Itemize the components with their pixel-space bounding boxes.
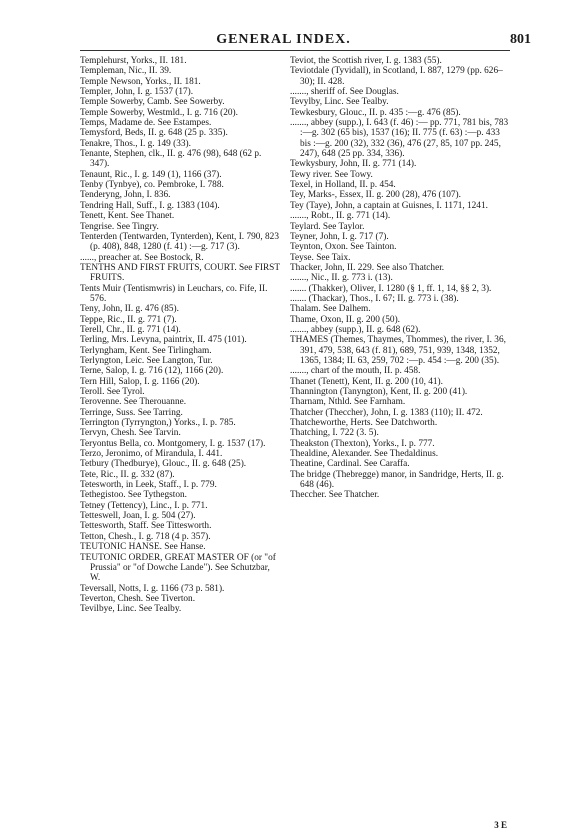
index-entry: Temple Newson, Yorks., II. 181. [80, 76, 201, 87]
index-entry: TENTHS AND FIRST FRUITS, COURT. See FIRST FRUITS. [80, 262, 280, 284]
index-entry: Tenett, Kent. See Thanet. [80, 211, 175, 222]
index-entry: Thatcher (Theccher), John, I. g. 1383 (110); II. 472. [290, 407, 483, 418]
index-entry: Tharnam, Nthld. See Farnham. [290, 397, 406, 408]
index-entry: Tewy river. See Towy. [290, 169, 373, 180]
index-entry: Theakston (Thexton), Yorks., I. p. 777. [290, 438, 435, 449]
index-entry: Tewkysbury, John, II. g. 771 (14). [290, 159, 417, 170]
index-entry: ......., abbey (supp.), II. g. 648 (62). [290, 324, 421, 335]
index-entry: Terlyngham, Kent. See Tirlingham. [80, 345, 212, 356]
index-entry: Tete, Ric., II. g. 332 (87). [80, 469, 175, 480]
index-entry: TEUTONIC ORDER, GREAT MASTER OF (or "of Prussia" or "of Dowche Lande"). See Schutzbar, W. [80, 552, 276, 584]
index-entry: Teynton, Oxon. See Tainton. [290, 242, 397, 253]
index-entry: Tethegistoo. See Tythegston. [80, 490, 187, 501]
index-entry: Thannington (Tanyngton), Kent, II. g. 200 (41). [290, 387, 468, 397]
index-entry: ......., sheriff of. See Douglas. [290, 87, 399, 98]
index-entry: Teroll. See Tyrol. [80, 387, 145, 397]
index-entry: ......., abbey (supp.), I. 643 (f. 46) :— pp. 771, 781 bis, 783 :—g. 302 (65 bis), 1537 (16); II. 775 (f. 63) :—p. 433 bis :—g. 200 (32), 332 (36), 476 (27, 85, 107 pp. 245, 247), 648 (25 pp. 334, 336). [290, 118, 509, 160]
index-entry: Tern Hill, Salop, I. g. 1166 (20). [80, 376, 200, 387]
index-entry: Theatine, Cardinal. See Caraffa. [290, 459, 410, 470]
running-title: GENERAL INDEX. [216, 32, 351, 47]
index-entry: ....... (Thackar), Thos., I. 67; II. g. 773 i. (38). [290, 293, 459, 304]
index-entry: ....... (Thakker), Oliver, I. 1280 (§ 1, ff. 1, 14, §§ 2, 3). [290, 283, 492, 294]
index-entry: Tey, Marks-, Essex, II. g. 200 (28), 476 (107). [290, 190, 461, 201]
index-entry: ......., Nic., II. g. 773 i. (13). [290, 273, 393, 284]
index-entry: Teylard. See Taylor. [290, 221, 365, 232]
index-entry: Temple Sowerby, Camb. See Sowerby. [80, 97, 225, 108]
index-entry: Teverton, Chesh. See Tiverton. [80, 593, 196, 604]
index-entry: Terringe, Suss. See Tarring. [80, 407, 183, 418]
index-entry: Tenante, Stephen, clk., II. g. 476 (98), 648 (62 p. 347). [80, 149, 262, 170]
index-entry: Terzo, Jeronimo, of Mirandula, I. 441. [80, 449, 223, 460]
index-entry: Tenderyng, John, I. 836. [80, 190, 171, 201]
index-entry: Thatcheworthe, Herts. See Datchworth. [290, 418, 438, 429]
index-entry: Terell, Chr., II. g. 771 (14). [80, 324, 181, 335]
index-entry: Tetney (Tettency), Linc., I. p. 771. [80, 500, 208, 511]
index-entry: Teryontus Bella, co. Montgomery, I. g. 1537 (17). [80, 438, 266, 449]
index-entry: Templehurst, Yorks., II. 181. [80, 56, 187, 66]
index-entry: Teny, John, II. g. 476 (85). [80, 304, 179, 315]
index-entry: Teviot, the Scottish river, I. g. 1383 (55). [290, 56, 442, 66]
signature-mark: 3 E [494, 820, 507, 830]
header-rule [80, 50, 510, 51]
index-entry: Teversall, Notts, I. g. 1166 (73 p. 581). [80, 583, 225, 594]
index-entry: THAMES (Themes, Thaymes, Thommes), the river, I. 36, 391, 479, 538, 643 (f. 81), 689, 751, 939, 1348, 1352, 1365, 1384; II. 63, 259, 702 :—p. 454 :—g. 200 (35). [290, 335, 506, 366]
index-entry: Tervyn, Chesh. See Tarvin. [80, 428, 181, 439]
index-entry: Tey (Taye), John, a captain at Guisnes, I. 1171, 1241. [290, 200, 488, 211]
index-entry: Templer, John, I. g. 1537 (17). [80, 87, 194, 98]
index-entry: Tetton, Chesh., I. g. 718 (4 p. 357). [80, 531, 211, 542]
index-entry: Tetesworth, in Leek, Staff., I. p. 779. [80, 480, 217, 491]
index-entry: Terling, Mrs. Levyna, paintrix, II. 475 (101). [80, 335, 247, 346]
index-entry: Tetbury (Thedburye), Glouc., II. g. 648 (25). [80, 459, 247, 470]
index-entry: Terrington (Tyrryngton,) Yorks., I. p. 785. [80, 418, 236, 429]
index-entry: Temps, Madame de. See Estampes. [80, 118, 212, 129]
index-entry: Thalam. See Dalhem. [290, 304, 371, 315]
index-entry: Terne, Salop, I. g. 716 (12), 1166 (20). [80, 366, 224, 377]
index-entry: Teyse. See Taix. [290, 252, 351, 263]
page-number: 801 [510, 32, 531, 47]
index-entry: ......., Robt., II. g. 771 (14). [290, 211, 391, 222]
index-entry: Tendring Hall, Suff., I. g. 1383 (104). [80, 200, 220, 211]
index-entry: Templeman, Nic., II. 39. [80, 66, 172, 77]
index-entry: Teyner, John, I. g. 717 (7). [290, 231, 389, 242]
index-entry: Theccher. See Thatcher. [290, 490, 380, 501]
index-entry: Thanet (Tenett), Kent, II. g. 200 (10, 41). [290, 376, 443, 387]
index-entry: Temple Sowerby, Westmld., I. g. 716 (20). [80, 107, 238, 118]
index-entry: ......., chart of the mouth, II. p. 458. [290, 366, 421, 377]
index-entry: Tenaunt, Ric., I. g. 149 (1), 1166 (37). [80, 169, 222, 180]
index-entry: The bridge (Thebregge) manor, in Sandridge, Herts, II. g. 648 (46). [290, 469, 504, 491]
index-entry: Teppe, Ric., II. g. 771 (7). [80, 314, 177, 325]
index-column-left [80, 56, 280, 615]
index-entry: Tents Muir (Tentismwris) in Leuchars, co. Fife, II. 576. [80, 283, 268, 304]
index-entry: Texel, in Holland, II. p. 454. [290, 180, 396, 191]
index-entry: Tevilbye, Linc. See Tealby. [80, 604, 182, 615]
index-entry: Tengrise. See Tingry. [80, 221, 159, 232]
index-entry: Terovenne. See Therouanne. [80, 397, 187, 408]
index-entry: Tenby (Tynbye), co. Pembroke, I. 788. [80, 180, 224, 191]
index-entry: ......, preacher at. See Bostock, R. [80, 252, 204, 263]
index-entry: Tewkesbury, Glouc., II. p. 435 :—g. 476 (85). [290, 107, 461, 118]
index-column-right [290, 56, 510, 501]
page-header [0, 32, 567, 52]
index-entry: Thatching, I. 722 (3. 5). [290, 428, 379, 439]
index-entry: Tenakre, Thos., I. g. 149 (33). [80, 138, 191, 149]
index-entry: Thealdine, Alexander. See Thedaldinus. [290, 449, 439, 460]
index-entry: Tenterden (Tentwarden, Tynterden), Kent, I. 790, 823 (p. 408), 848, 1280 (f. 41) :—g. 717 (3). [80, 231, 279, 253]
index-entry: TEUTONIC HANSE. See Hanse. [80, 542, 206, 553]
index-entry: Teviotdale (Tyvidall), in Scotland, I. 887, 1279 (pp. 626–30); II. 428. [290, 66, 503, 87]
index-entry: Tevylby, Linc. See Tealby. [290, 97, 389, 108]
index-entry: Thame, Oxon, II. g. 200 (50). [290, 314, 400, 325]
index-entry: Thacker, John, II. 229. See also Thatcher. [290, 262, 445, 273]
index-entry: Terlyngton, Leic. See Langton, Tur. [80, 355, 213, 366]
index-entry: Temysford, Beds, II. g. 648 (25 p. 335). [80, 128, 228, 139]
index-entry: Tettesworth, Staff. See Tittesworth. [80, 521, 212, 532]
index-entry: Tetteswell, Joan, I. g. 504 (27). [80, 511, 196, 522]
